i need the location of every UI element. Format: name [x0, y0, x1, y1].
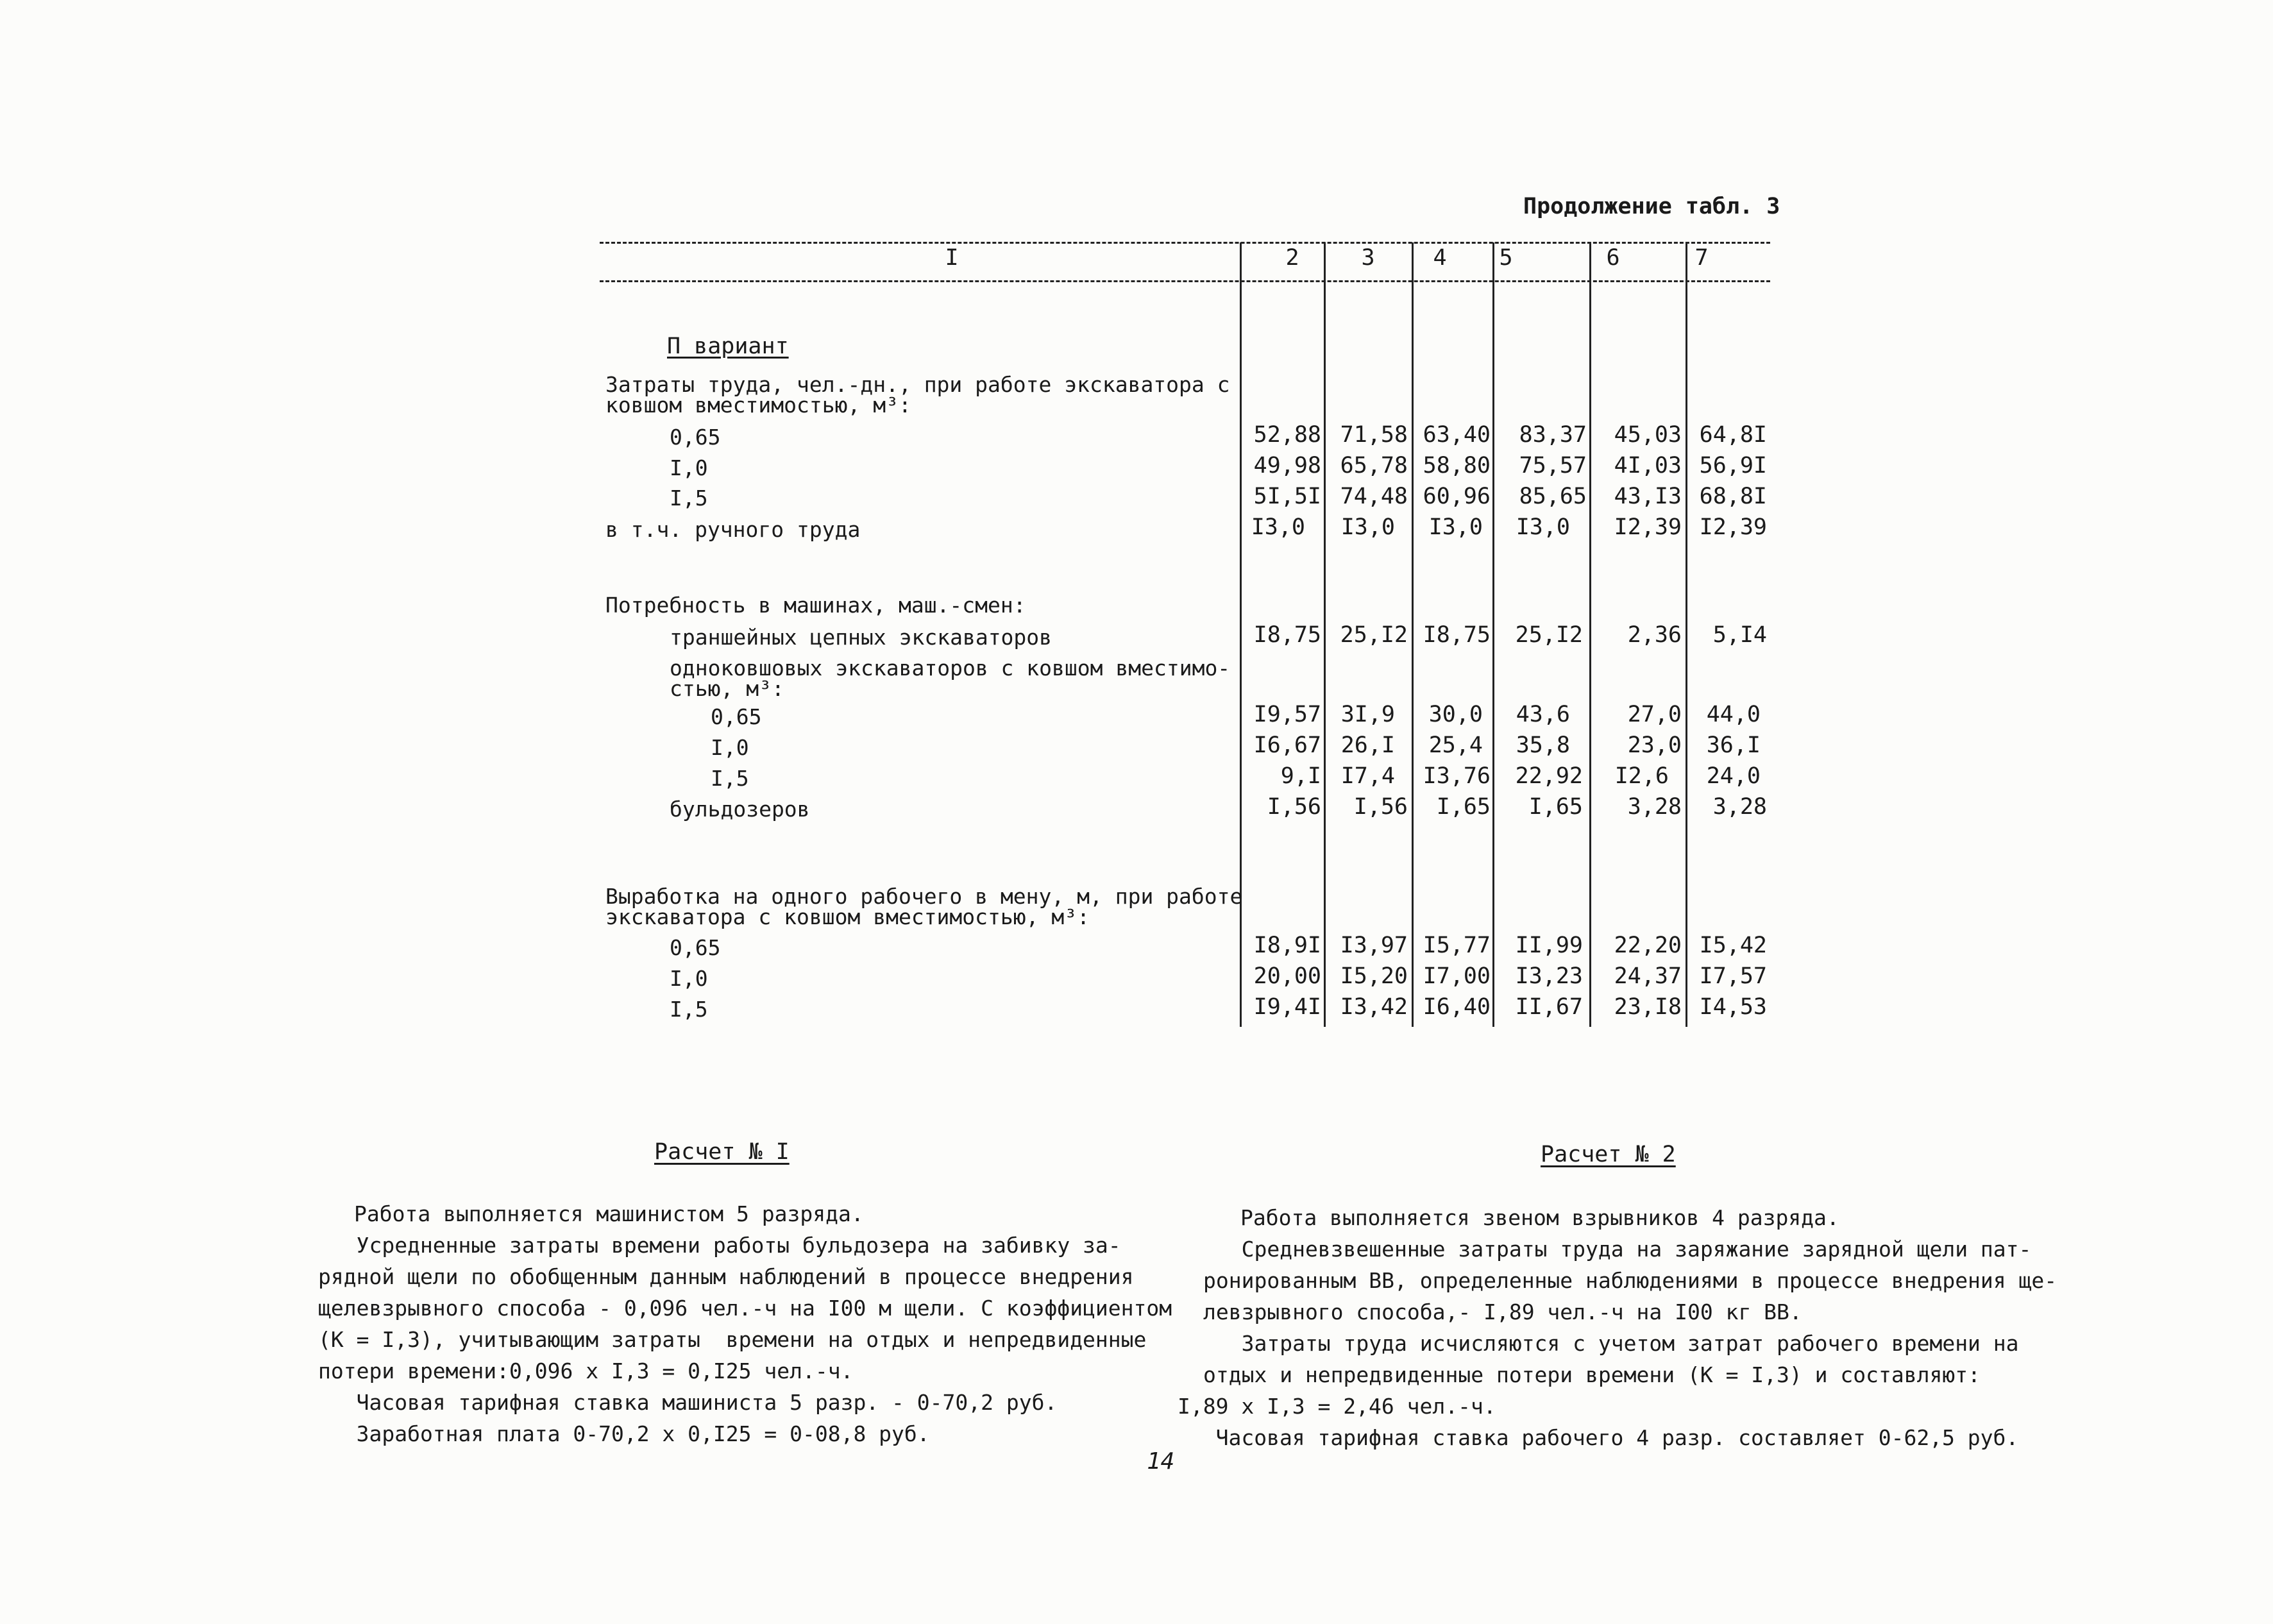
table-cell: 22,20: [1614, 933, 1682, 958]
column-header: 4: [1433, 245, 1447, 271]
table-cell: 25,4: [1428, 732, 1483, 758]
column-divider: [1589, 242, 1591, 1027]
table-cell: 58,80: [1423, 453, 1491, 478]
table-cell: 25,I2: [1340, 622, 1408, 648]
table-cell: 2,36: [1627, 622, 1682, 648]
calc2-line: левзрывного способа,- I,89 чел.-ч на I00 кг ВВ.: [1203, 1299, 1802, 1324]
table-cell: I7,4: [1340, 763, 1395, 789]
table-cell: I3,0: [1340, 514, 1395, 540]
row-label: I,0: [711, 735, 749, 760]
table-cell: I3,0: [1251, 514, 1305, 540]
table-cell: 65,78: [1340, 453, 1408, 478]
table-cell: 26,I: [1340, 732, 1395, 758]
table-cell: 74,48: [1340, 484, 1408, 509]
calc2-line: I,89 х I,3 = 2,46 чел.-ч.: [1178, 1394, 1496, 1419]
labor-heading: ковшом вместимостью, м³:: [605, 393, 911, 418]
table-cell: II,99: [1515, 933, 1583, 958]
table-cell: 71,58: [1340, 422, 1408, 448]
row-label: траншейных цепных экскаваторов: [670, 625, 1052, 650]
calc1-line: щелевзрывного способа - 0,096 чел.-ч на I00 м щели. С коэффициентом: [318, 1296, 1172, 1321]
column-divider: [1324, 242, 1326, 1027]
row-label: I,5: [670, 997, 708, 1022]
column-divider: [1412, 242, 1414, 1027]
calc1-line: (К = I,3), учитывающим затраты времени на отдых и непредвиденные: [318, 1327, 1147, 1352]
calc1-line: потери времени:0,096 х I,3 = 0,I25 чел.-ч.: [318, 1358, 854, 1383]
page-number: 14: [1147, 1448, 1175, 1475]
table-cell: I6,40: [1423, 994, 1491, 1020]
row-label: 0,65: [670, 935, 721, 960]
calc1-line: Усредненные затраты времени работы бульдозера на забивку за-: [318, 1233, 1121, 1258]
table-cell: I3,0: [1428, 514, 1483, 540]
table-cell: 68,8I: [1699, 484, 1767, 509]
table-cell: 3,28: [1627, 794, 1682, 820]
table-top-rule: [600, 242, 1770, 244]
column-header: 3: [1361, 245, 1375, 271]
table-cell: 24,37: [1614, 963, 1682, 989]
row-label: 0,65: [670, 425, 721, 450]
continuation-label: Продолжение табл. 3: [1523, 194, 1780, 219]
column-header: 2: [1285, 245, 1299, 271]
calc1-line: Часовая тарифная ставка машиниста 5 разр. - 0-70,2 руб.: [318, 1390, 1058, 1415]
table-cell: I3,23: [1515, 963, 1583, 989]
table-cell: 5,I4: [1712, 622, 1767, 648]
output-heading: Выработка на одного рабочего в мену, м, при работе: [605, 884, 1243, 909]
table-header-rule: [600, 280, 1770, 282]
table-cell: I5,20: [1340, 963, 1408, 989]
table-cell: 27,0: [1627, 702, 1682, 727]
table-cell: I5,77: [1423, 933, 1491, 958]
calc1-title: Расчет № I: [654, 1139, 790, 1165]
calc2-line: Средневзвешенные затраты труда на заряжание зарядной щели пат-: [1203, 1237, 2032, 1262]
calc1-line: рядной щели по обобщенным данным наблюдений в процессе внедрения: [318, 1264, 1134, 1289]
table-cell: 43,6: [1516, 702, 1570, 727]
table-cell: I5,42: [1699, 933, 1767, 958]
table-cell: I8,9I: [1253, 933, 1321, 958]
table-cell: I8,75: [1253, 622, 1321, 648]
table-cell: 22,92: [1515, 763, 1583, 789]
calc1-line: Работа выполняется машинистом 5 разряда.: [354, 1201, 864, 1226]
table-cell: I4,53: [1699, 994, 1767, 1020]
table-cell: 24,0: [1706, 763, 1761, 789]
table-cell: 36,I: [1706, 732, 1761, 758]
table-cell: 23,I8: [1614, 994, 1682, 1020]
row-label: I,5: [711, 766, 749, 791]
row-label: I,0: [670, 455, 708, 480]
table-cell: I9,4I: [1253, 994, 1321, 1020]
table-cell: I,65: [1436, 794, 1491, 820]
table-cell: 23,0: [1627, 732, 1682, 758]
output-heading: экскаватора с ковшом вместимостью, м³:: [605, 904, 1090, 929]
variant-heading: П вариант: [667, 334, 789, 359]
table-cell: 35,8: [1516, 732, 1570, 758]
column-divider: [1492, 242, 1494, 1027]
table-cell: I7,57: [1699, 963, 1767, 989]
table-cell: 49,98: [1253, 453, 1321, 478]
table-cell: I2,39: [1699, 514, 1767, 540]
row-label: I,0: [670, 966, 708, 991]
table-cell: I,56: [1353, 794, 1408, 820]
table-cell: 20,00: [1253, 963, 1321, 989]
table-cell: 52,88: [1253, 422, 1321, 448]
column-header: 5: [1499, 245, 1513, 271]
table-cell: I9,57: [1253, 702, 1321, 727]
table-cell: I2,39: [1614, 514, 1682, 540]
table-cell: 83,37: [1519, 422, 1587, 448]
calc2-line: Часовая тарифная ставка рабочего 4 разр. составляет 0-62,5 руб.: [1178, 1425, 2019, 1450]
calc2-line: Работа выполняется звеном взрывников 4 разряда.: [1240, 1205, 1839, 1230]
table-cell: I7,00: [1423, 963, 1491, 989]
column-header: 6: [1606, 245, 1620, 271]
table-cell: 64,8I: [1699, 422, 1767, 448]
table-cell: 4I,03: [1614, 453, 1682, 478]
table-cell: I3,0: [1516, 514, 1570, 540]
calc2-title: Расчет № 2: [1541, 1142, 1676, 1167]
table-cell: I3,76: [1423, 763, 1491, 789]
table-cell: 56,9I: [1699, 453, 1767, 478]
table-cell: 44,0: [1706, 702, 1761, 727]
table-cell: 63,40: [1423, 422, 1491, 448]
column-header: I: [945, 245, 959, 271]
table-cell: I,56: [1267, 794, 1321, 820]
table-cell: 30,0: [1428, 702, 1483, 727]
calc2-line: Затраты труда исчисляются с учетом затрат рабочего времени на: [1203, 1331, 2019, 1356]
labor-heading: Затраты труда, чел.-дн., при работе экскаватора с: [605, 372, 1230, 397]
row-label: бульдозеров: [670, 797, 810, 822]
calc2-line: ронированным ВВ, определенные наблюдениями в процессе внедрения ще-: [1203, 1268, 2058, 1293]
calc1-line: Заработная плата 0-70,2 х 0,I25 = 0-08,8 руб.: [318, 1421, 930, 1446]
row-label: стью, м³:: [670, 676, 784, 701]
table-cell: 60,96: [1423, 484, 1491, 509]
table-cell: I2,6: [1614, 763, 1669, 789]
table-cell: 25,I2: [1515, 622, 1583, 648]
calc2-line: отдых и непредвиденные потери времени (К = I,3) и составляют:: [1203, 1362, 1981, 1387]
column-divider: [1686, 242, 1687, 1027]
table-cell: 5I,5I: [1253, 484, 1321, 509]
table-cell: I3,42: [1340, 994, 1408, 1020]
row-label: I,5: [670, 486, 708, 511]
table-cell: 3I,9: [1340, 702, 1395, 727]
table-cell: I3,97: [1340, 933, 1408, 958]
table-cell: 9,I: [1280, 763, 1321, 789]
machines-heading: Потребность в машинах, маш.-смен:: [605, 593, 1026, 618]
table-cell: I8,75: [1423, 622, 1491, 648]
row-label: 0,65: [711, 704, 762, 729]
table-cell: 45,03: [1614, 422, 1682, 448]
table-cell: 75,57: [1519, 453, 1587, 478]
column-header: 7: [1694, 245, 1709, 271]
table-cell: 43,I3: [1614, 484, 1682, 509]
table-cell: I6,67: [1253, 732, 1321, 758]
row-label: в т.ч. ручного труда: [605, 517, 861, 542]
table-cell: 85,65: [1519, 484, 1587, 509]
table-cell: I,65: [1528, 794, 1583, 820]
row-label: одноковшовых экскаваторов с ковшом вместимо-: [670, 656, 1231, 681]
table-cell: 3,28: [1712, 794, 1767, 820]
table-cell: II,67: [1515, 994, 1583, 1020]
